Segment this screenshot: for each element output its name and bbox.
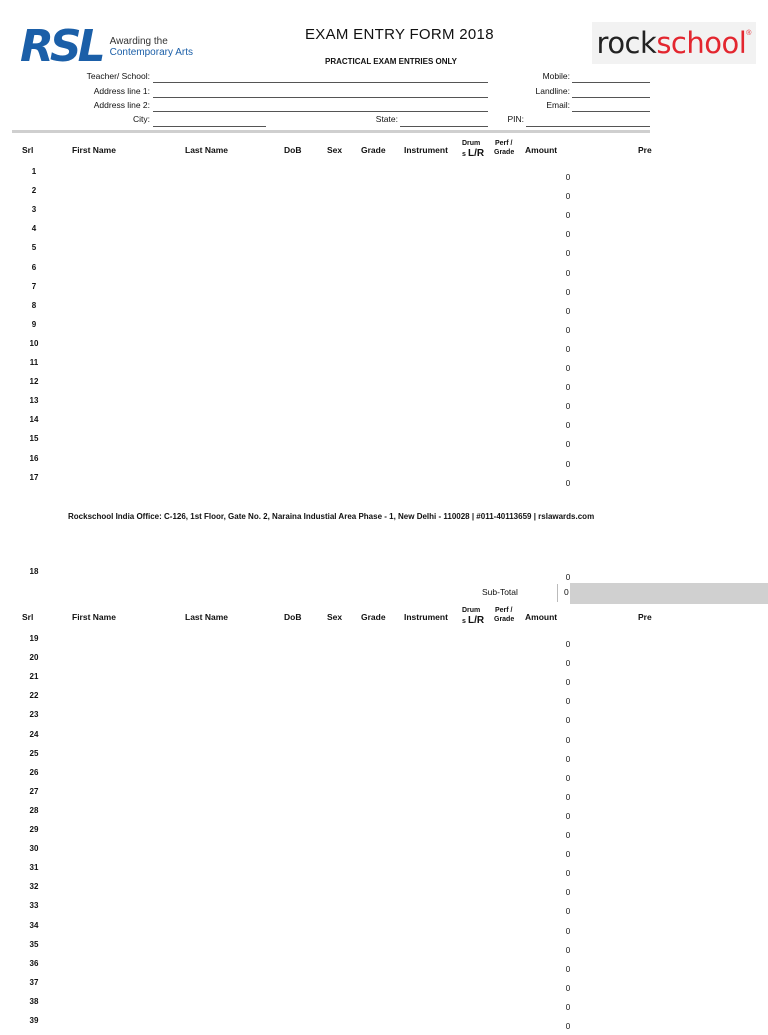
table-row[interactable] xyxy=(0,749,768,768)
row-serial: 33 xyxy=(29,901,39,911)
row-serial: 7 xyxy=(31,281,37,291)
row-amount: 0 xyxy=(565,383,571,393)
row-serial: 2 xyxy=(31,186,37,196)
subtotal-highlight xyxy=(570,583,768,604)
row-serial: 4 xyxy=(31,224,37,234)
table-row[interactable] xyxy=(0,224,768,243)
registered-mark: ® xyxy=(746,29,752,37)
col-pre: Pre xyxy=(638,612,652,622)
table-row[interactable] xyxy=(0,691,768,710)
row-amount: 0 xyxy=(565,364,571,373)
table-row[interactable] xyxy=(0,358,768,377)
email-label: Email: xyxy=(546,100,570,110)
row-amount: 0 xyxy=(565,306,571,316)
table-row[interactable] xyxy=(0,940,768,959)
row-amount: 0 xyxy=(565,249,571,259)
col-sex: Sex xyxy=(327,612,343,622)
table-row[interactable] xyxy=(0,1016,768,1035)
state-field[interactable] xyxy=(400,126,488,127)
table-row[interactable] xyxy=(0,320,768,339)
row-serial: 20 xyxy=(29,653,39,663)
office-address-footer: Rockschool India Office: C-126, 1st Floor, Gate No. 2, Naraina Industial Area Phase - 1, New Delhi - 110028 | #011-40113659 | rslawards.com xyxy=(68,512,595,521)
form-subtitle: PRACTICAL EXAM ENTRIES ONLY xyxy=(325,57,458,66)
row-amount: 0 xyxy=(565,773,571,783)
col-dob: DoB xyxy=(284,145,302,155)
rockschool-logo xyxy=(592,22,756,64)
row-serial: 14 xyxy=(29,415,39,425)
row-serial: 39 xyxy=(29,1016,39,1025)
table-row[interactable] xyxy=(0,263,768,282)
row-amount: 0 xyxy=(565,831,571,840)
table-row[interactable] xyxy=(0,205,768,224)
row-serial: 30 xyxy=(29,844,39,854)
col-grade: Grade xyxy=(361,145,386,155)
row-amount: 0 xyxy=(565,983,571,993)
col-instrument: Instrument xyxy=(404,145,448,155)
row-serial: 16 xyxy=(29,453,39,463)
row-amount: 0 xyxy=(565,640,571,649)
table-row[interactable] xyxy=(0,653,768,672)
landline-label: Landline: xyxy=(535,86,570,96)
row-serial: 37 xyxy=(29,977,39,987)
row-serial: 6 xyxy=(31,262,37,272)
col-drums-bottom: s xyxy=(462,618,466,625)
col-drums-top: Drum xyxy=(462,607,481,614)
table-row[interactable] xyxy=(0,301,768,320)
table-row[interactable] xyxy=(0,454,768,473)
row-amount: 0 xyxy=(565,678,571,688)
row-amount: 0 xyxy=(565,1022,571,1031)
row-serial: 29 xyxy=(29,825,39,834)
table-row[interactable] xyxy=(0,634,768,653)
row-amount: 0 xyxy=(565,945,571,955)
mobile-field[interactable] xyxy=(572,82,650,83)
table-row[interactable] xyxy=(0,730,768,749)
col-perf-top: Perf / xyxy=(495,140,513,147)
form-title: EXAM ENTRY FORM 2018 xyxy=(305,26,494,43)
rockschool-logo-text xyxy=(597,26,747,60)
col-perf-bottom: Grade xyxy=(494,616,515,623)
row-serial: 34 xyxy=(29,920,39,930)
col-last-name: Last Name xyxy=(185,612,228,622)
row-amount: 0 xyxy=(565,850,571,860)
col-amount: Amount xyxy=(525,612,558,622)
table-row[interactable] xyxy=(0,434,768,453)
rsl-logo-mark: RSL xyxy=(20,21,102,72)
table-row[interactable] xyxy=(0,243,768,262)
row-serial: 22 xyxy=(29,691,39,701)
rsl-logo xyxy=(20,21,193,72)
row-amount: 0 xyxy=(565,888,571,898)
row-serial: 28 xyxy=(29,805,39,815)
row-serial: 8 xyxy=(31,300,37,310)
email-field[interactable] xyxy=(572,111,650,112)
row-amount: 0 xyxy=(565,440,571,450)
row-amount: 0 xyxy=(565,697,571,707)
row-serial: 17 xyxy=(29,472,39,482)
row-amount: 0 xyxy=(565,402,571,412)
row-serial: 24 xyxy=(29,729,39,739)
address1-field[interactable] xyxy=(153,97,488,98)
row-serial: 35 xyxy=(29,939,39,949)
row-amount: 0 xyxy=(565,1002,571,1012)
row-serial: 18 xyxy=(29,567,39,576)
table-row[interactable] xyxy=(0,997,768,1016)
table-row[interactable] xyxy=(0,186,768,205)
rockschool-logo-rock: rock xyxy=(596,26,657,60)
col-sex: Sex xyxy=(327,145,343,155)
pin-label: PIN: xyxy=(507,114,524,124)
row-amount: 0 xyxy=(565,287,571,297)
row-amount: 0 xyxy=(565,716,571,726)
table-row[interactable] xyxy=(0,282,768,301)
col-drums-top: Drum xyxy=(462,140,481,147)
table-row[interactable] xyxy=(0,901,768,920)
city-label: City: xyxy=(133,114,150,124)
table-row[interactable] xyxy=(0,710,768,729)
row-serial: 25 xyxy=(29,748,39,758)
mobile-label: Mobile: xyxy=(542,71,570,81)
row-amount: 0 xyxy=(565,230,571,240)
row-amount: 0 xyxy=(565,421,571,431)
table-row[interactable] xyxy=(0,377,768,396)
table-row[interactable] xyxy=(0,768,768,787)
city-field[interactable] xyxy=(153,126,266,127)
row-amount: 0 xyxy=(565,869,571,879)
row-serial: 26 xyxy=(29,767,39,777)
row-serial: 13 xyxy=(29,396,39,406)
row-serial: 3 xyxy=(31,205,37,215)
row-amount: 0 xyxy=(565,268,571,278)
row-serial: 21 xyxy=(29,672,39,682)
row-serial: 9 xyxy=(31,319,37,329)
table-row[interactable] xyxy=(0,882,768,901)
col-perf-top: Perf / xyxy=(495,607,513,614)
row-amount: 0 xyxy=(565,926,571,936)
row-amount: 0 xyxy=(565,659,571,669)
rsl-tagline xyxy=(110,36,193,58)
pin-field[interactable] xyxy=(526,126,650,127)
rsl-tagline-line2: Contemporary Arts xyxy=(109,47,193,58)
rockschool-logo-school: school xyxy=(656,26,747,60)
row-amount: 0 xyxy=(565,211,571,221)
row-amount: 0 xyxy=(565,192,571,202)
col-first-name: First Name xyxy=(72,145,116,155)
state-label: State: xyxy=(375,114,398,124)
row-amount: 0 xyxy=(565,173,571,182)
table-row[interactable] xyxy=(0,167,768,186)
subtotal-divider xyxy=(557,584,558,602)
col-last-name: Last Name xyxy=(185,145,228,155)
row-serial: 1 xyxy=(31,167,37,176)
address2-field[interactable] xyxy=(153,111,488,112)
row-serial: 23 xyxy=(29,710,39,720)
landline-field[interactable] xyxy=(572,97,650,98)
row-serial: 10 xyxy=(29,338,39,348)
table-row[interactable] xyxy=(0,473,768,492)
row-serial: 36 xyxy=(29,958,39,968)
table-row[interactable] xyxy=(0,959,768,978)
table-row[interactable] xyxy=(0,339,768,358)
row-amount: 0 xyxy=(565,478,571,488)
table-row[interactable] xyxy=(0,863,768,882)
table-row[interactable] xyxy=(0,787,768,806)
row-serial: 12 xyxy=(29,377,39,387)
row-amount: 0 xyxy=(565,811,571,821)
row-serial: 32 xyxy=(29,882,39,892)
table-row[interactable] xyxy=(0,415,768,434)
row-amount: 0 xyxy=(565,792,571,802)
address1-label: Address line 1: xyxy=(93,86,150,96)
row-serial: 19 xyxy=(29,634,39,643)
rsl-tagline-line1: Awarding the xyxy=(109,36,168,47)
col-drums-bottom: s xyxy=(462,151,466,158)
teacher-school-field[interactable] xyxy=(153,82,488,83)
header-rule-top xyxy=(12,130,650,133)
table-row[interactable] xyxy=(0,844,768,863)
col-srl: Srl xyxy=(22,145,34,155)
row-amount: 0 xyxy=(565,325,571,335)
row-amount: 0 xyxy=(565,964,571,974)
row-serial: 38 xyxy=(29,996,39,1006)
row-amount: 0 xyxy=(565,573,571,582)
subtotal-value: 0 xyxy=(564,587,569,597)
table-row[interactable] xyxy=(0,978,768,997)
col-srl: Srl xyxy=(22,612,34,622)
row-amount: 0 xyxy=(565,907,571,917)
table-row[interactable] xyxy=(0,672,768,691)
col-dob: DoB xyxy=(284,612,302,622)
col-instrument: Instrument xyxy=(404,612,448,622)
row-serial: 15 xyxy=(29,434,39,444)
table-row[interactable] xyxy=(0,921,768,940)
table-row[interactable] xyxy=(0,396,768,415)
row-amount: 0 xyxy=(565,344,571,354)
row-amount: 0 xyxy=(565,754,571,764)
subtotal-label: Sub-Total xyxy=(482,587,518,597)
table-row[interactable] xyxy=(0,825,768,844)
row-serial: 11 xyxy=(29,358,39,367)
col-perf-bottom: Grade xyxy=(494,149,515,156)
row-amount: 0 xyxy=(565,735,571,745)
row-serial: 27 xyxy=(29,786,39,796)
col-amount: Amount xyxy=(525,145,558,155)
col-lr: L/R xyxy=(468,615,485,626)
row-serial: 31 xyxy=(29,863,39,873)
address2-label: Address line 2: xyxy=(93,100,150,110)
col-first-name: First Name xyxy=(72,612,116,622)
col-grade: Grade xyxy=(361,612,386,622)
col-pre: Pre xyxy=(638,145,652,155)
row-serial: 5 xyxy=(31,243,37,253)
teacher-school-label: Teacher/ School: xyxy=(86,71,150,81)
table-row[interactable] xyxy=(0,806,768,825)
row-amount: 0 xyxy=(565,459,571,469)
col-lr: L/R xyxy=(468,148,485,159)
